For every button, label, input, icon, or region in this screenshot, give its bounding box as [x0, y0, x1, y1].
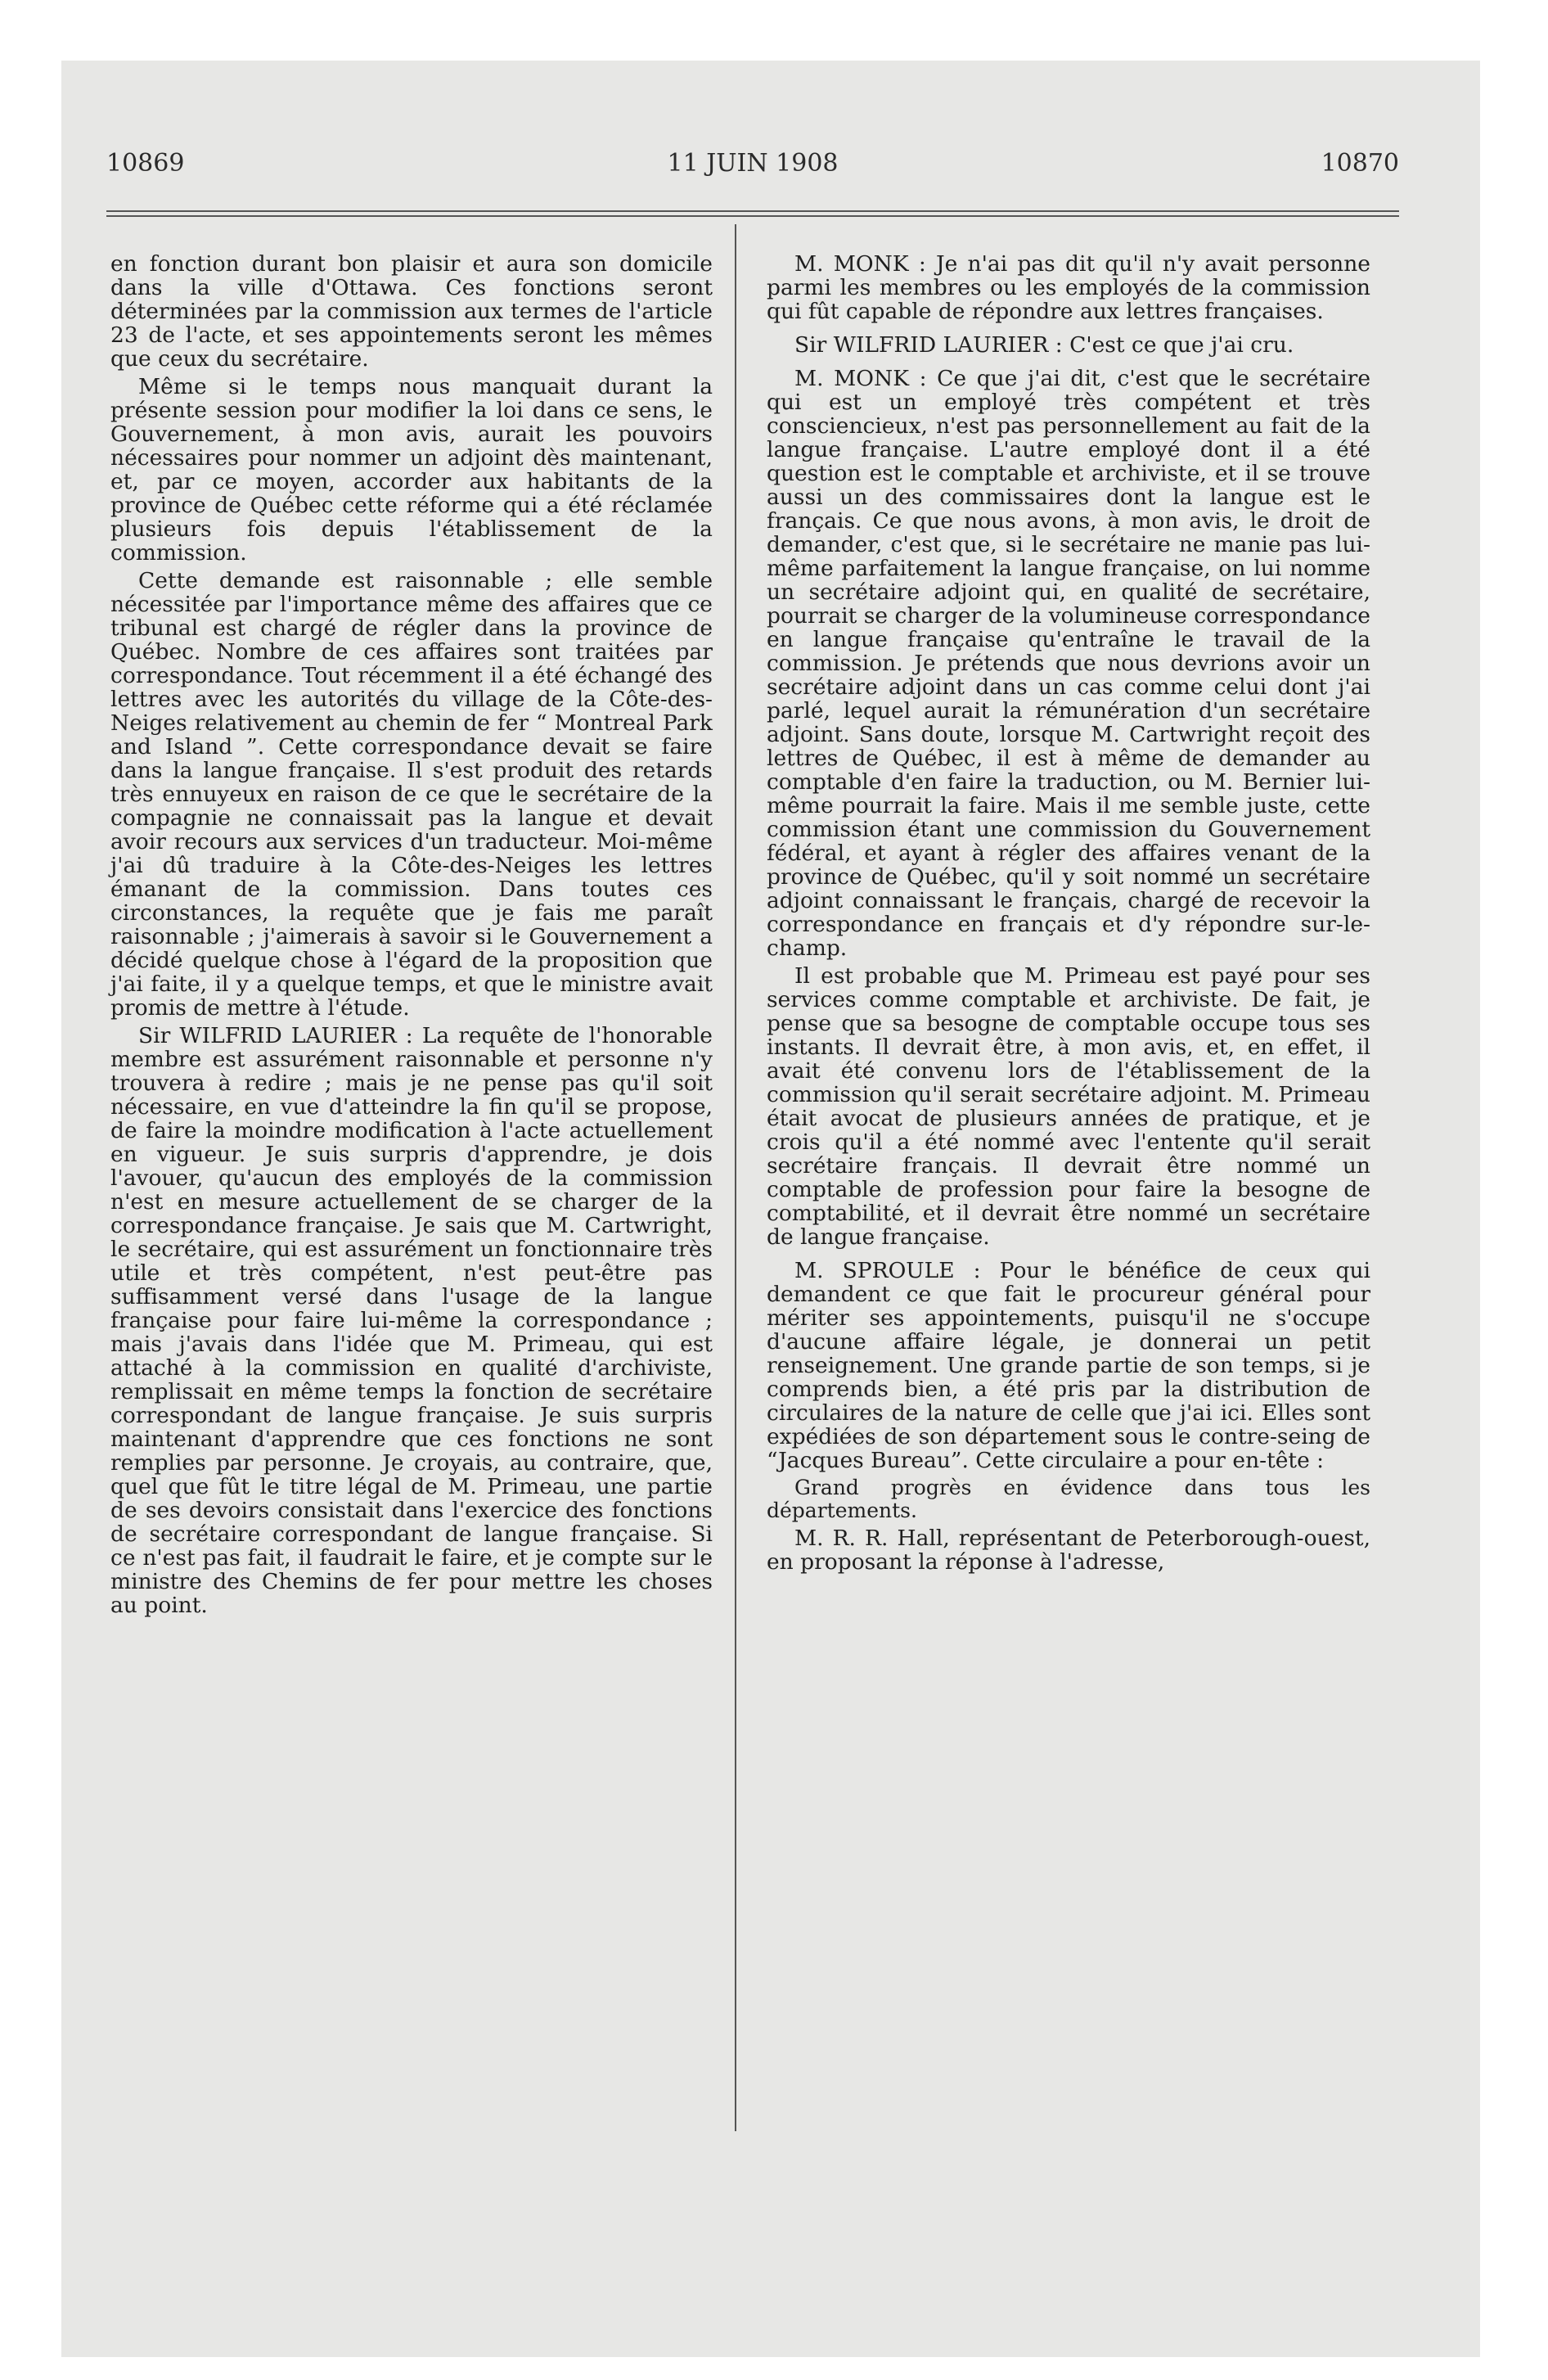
- header-date: 11 JUIN 1908: [667, 149, 839, 178]
- column-divider: [735, 224, 736, 2131]
- paragraph: M. SPROULE : Pour le bénéfice de ceux qui demandent ce que fait le procureur général pour mériter ses appointements, puisqu'il ne s'occupe d'aucune affaire légale, je donnerai un petit renseignement. Une grande partie de son temps, si je comprends bien, a été pris par la distribution de circulaires de la nature de celle que j'ai ici. Elles sont expédiées de son département sous le contre-seing de “Jacques Bureau”. Cette circulaire a pour en-tête :: [767, 1258, 1370, 1473]
- left-page-number: 10869: [106, 149, 185, 178]
- scanned-page: [61, 61, 1480, 2357]
- quoted-circular: Grand progrès en évidence dans tous les départements.: [767, 1476, 1370, 1522]
- header-rule-top: [106, 210, 1399, 212]
- paragraph: M. MONK : Ce que j'ai dit, c'est que le secrétaire qui est un employé très compétent et très consciencieux, n'est pas personnellement au fait de la langue française. L'autre employé dont il a été question est le comptable et archiviste, et il se trouve aussi un des commissaires dont la langue est le français. Ce que nous avons, à mon avis, le droit de demander, c'est que, si le secrétaire ne manie pas lui-même parfaitement la langue française, on lui nomme un secrétaire adjoint qui, en qualité de secrétaire, pourrait se charger de la volumineuse correspondance en langue française qu'entraîne le travail de la commission. Je prétends que nous devrions avoir un secrétaire adjoint dans un cas comme celui dont j'ai parlé, lequel aurait la rémunération d'un secrétaire adjoint. Sans doute, lorsque M. Cartwright reçoit des lettres de Québec, il est à même de demander au comptable d'en faire la traduction, ou M. Bernier lui-même pourrait la faire. Mais il me semble juste, cette commission étant une commission du Gouvernement fédéral, et ayant à régler des affaires venant de la province de Québec, qu'il y soit nommé un secrétaire adjoint connaissant le français, chargé de recevoir la correspondance en français et d'y répondre sur-le-champ.: [767, 366, 1370, 961]
- header-rule-bottom: [106, 215, 1399, 217]
- paragraph: Cette demande est raisonnable ; elle semble nécessitée par l'importance même des affaires que ce tribunal est chargé de régler dans la province de Québec. Nombre de ces affaires sont traitées par correspondance. Tout récemment il a été échangé des lettres avec les autorités du village de la Côte-des-Neiges relativement au chemin de fer “ Montreal Park and Island ”. Cette correspondance devait se faire dans la langue française. Il s'est produit des retards très ennuyeux en raison de ce que le secrétaire de la compagnie ne connaissait pas la langue et devait avoir recours aux services d'un traducteur. Moi-même j'ai dû traduire à la Côte-des-Neiges les lettres émanant de la commission. Dans toutes ces circonstances, la requête que je fais me paraît raisonnable ; j'aimerais à savoir si le Gouvernement a décidé quelque chose à l'égard de la proposition que j'ai faite, il y a quelque temps, et que le ministre avait promis de mettre à l'étude.: [110, 568, 713, 1021]
- paragraph: Sir WILFRID LAURIER : La requête de l'honorable membre est assurément raisonnable et personne n'y trouvera à redire ; mais je ne pense pas qu'il soit nécessaire, en vue d'atteindre la fin qu'il se propose, de faire la moindre modification à l'acte actuellement en vigueur. Je suis surpris d'apprendre, je dois l'avouer, qu'aucun des employés de la commission n'est en mesure actuellement de se charger de la correspondance française. Je sais que M. Cartwright, le secrétaire, qui est assurément un fonctionnaire très utile et très compétent, n'est peut-être pas suffisamment versé dans l'usage de la langue française pour faire lui-même la correspondance ; mais j'avais dans l'idée que M. Primeau, qui est attaché à la commission en qualité d'archiviste, remplissait en même temps la fonction de secrétaire correspondant de langue française. Je suis surpris maintenant d'apprendre que ces fonctions ne sont remplies par personne. Je croyais, au contraire, que, quel que fût le titre légal de M. Primeau, une partie de ses devoirs consistait dans l'exercice des fonctions de secrétaire correspondant de langue française. Si ce n'est pas fait, il faudrait le faire, et je compte sur le ministre des Chemins de fer pour mettre les choses au point.: [110, 1023, 713, 1618]
- paragraph: Sir WILFRID LAURIER : C'est ce que j'ai cru.: [794, 332, 1294, 358]
- paragraph: en fonction durant bon plaisir et aura son domicile dans la ville d'Ottawa. Ces fonctions seront déterminées par la commission aux termes de l'article 23 de l'acte, et ses appointements seront les mêmes que ceux du secrétaire.: [110, 251, 713, 372]
- page-header: [106, 149, 1399, 198]
- right-page-number: 10870: [1321, 149, 1399, 178]
- paragraph: M. MONK : Je n'ai pas dit qu'il n'y avait personne parmi les membres ou les employés de la commission qui fût capable de répondre aux lettres françaises.: [767, 251, 1370, 324]
- paragraph: Même si le temps nous manquait durant la présente session pour modifier la loi dans ce sens, le Gouvernement, à mon avis, aurait les pouvoirs nécessaires pour nommer un adjoint dès maintenant, et, par ce moyen, accorder aux habitants de la province de Québec cette réforme qui a été réclamée plusieurs fois depuis l'établissement de la commission.: [110, 374, 713, 566]
- left-column: [110, 252, 713, 1621]
- right-column: [767, 252, 1370, 1578]
- paragraph: M. R. R. Hall, représentant de Peterborough-ouest, en proposant la réponse à l'adresse,: [767, 1526, 1370, 1575]
- paragraph: Il est probable que M. Primeau est payé pour ses services comme comptable et archiviste. De fait, je pense que sa besogne de comptable occupe tous ses instants. Il devrait être, à mon avis, et, en effet, il avait été convenu lors de l'établissement de la commission qu'il serait secrétaire adjoint. M. Primeau était avocat de plusieurs années de pratique, et je crois qu'il a été nommé avec l'entente qu'il serait secrétaire français. Il devrait être nommé un comptable de profession pour faire la besogne de comptabilité, et il devrait être nommé un secrétaire de langue française.: [767, 963, 1370, 1250]
